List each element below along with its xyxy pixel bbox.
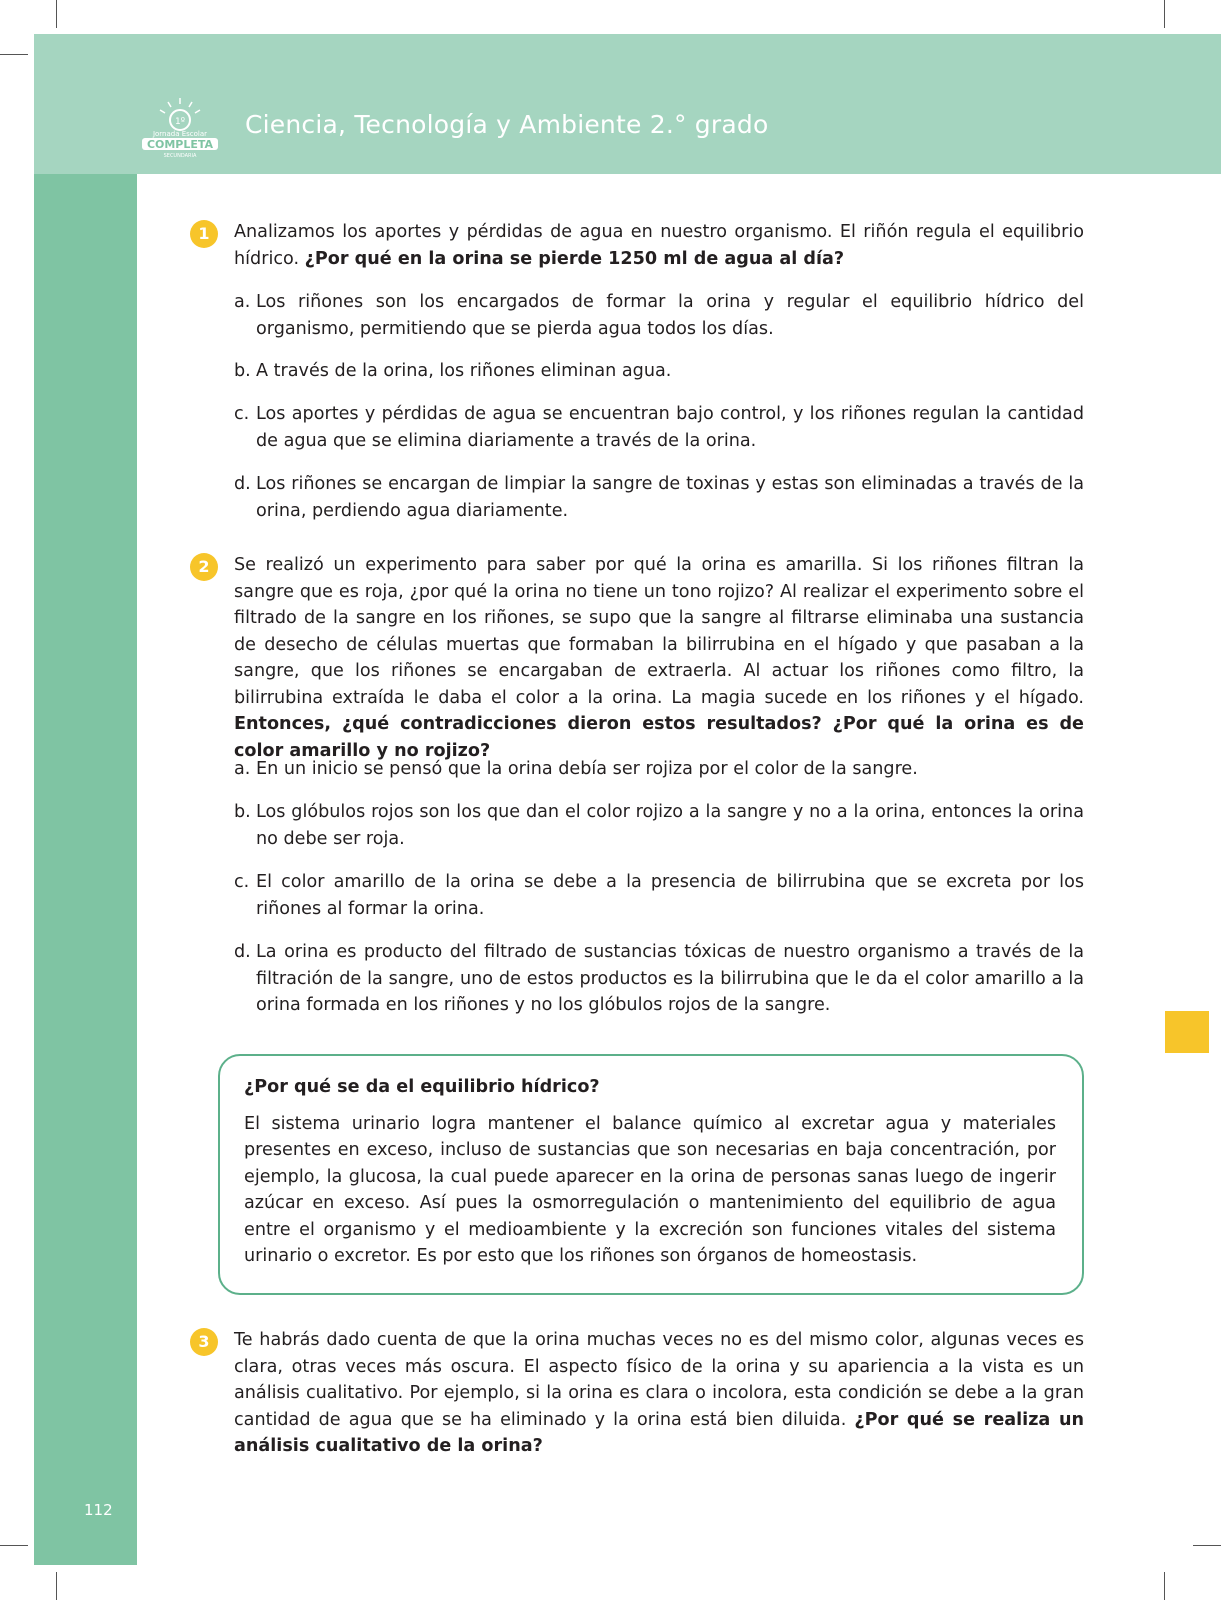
logo-badge: 1º xyxy=(175,117,185,127)
option-text: El color amarillo de la orina se debe a la presencia de bilirrubina que se excreta por los riñones al formar la orina. xyxy=(256,872,1084,919)
option-letter: c. xyxy=(234,404,250,424)
logo-top-text: Jornada Escolar xyxy=(152,130,208,138)
question-2-text: Se realizó un experimento para saber por qué la orina es amarilla. Si los riñones filtran la sangre que es roja, ¿por qué la orina no tiene un tono rojizo? Al realizar el experimento sobre el filtrado de la sangre en los riñones, se supo que la sangre al filtrarse eliminaba una sustancia de desecho de células muertas que formaban la bilirrubina en el hígado y que pasaban a la sangre, que los riñones se encargaban de extraerla. Al actuar los riñones como filtro, la bilirrubina extraída le daba el color a la orina. La magia sucede en los riñones y el hígado. xyxy=(234,555,1084,708)
question-1-option-d xyxy=(234,471,1084,524)
question-1-text: Analizamos los aportes y pérdidas de agua en nuestro organismo. El riñón regula el equilibrio hídrico. xyxy=(234,222,1084,269)
question-1-option-b xyxy=(234,358,1084,385)
question-2-option-b xyxy=(234,799,1084,852)
crop-mark xyxy=(56,0,57,28)
question-3 xyxy=(234,1327,1084,1460)
question-number-badge: 1 xyxy=(190,220,218,248)
option-text: Los aportes y pérdidas de agua se encuentran bajo control, y los riñones regulan la cantidad de agua que se elimina diariamente a través de la orina. xyxy=(256,404,1084,451)
option-letter: b. xyxy=(234,361,251,381)
question-2-option-a xyxy=(234,756,1084,783)
question-1-prompt: ¿Por qué en la orina se pierde 1250 ml de agua al día? xyxy=(304,248,845,269)
option-letter: c. xyxy=(234,872,250,892)
question-2-option-d xyxy=(234,939,1084,1019)
section-tab-marker xyxy=(1165,1011,1209,1053)
crop-mark xyxy=(56,1572,57,1600)
crop-mark xyxy=(1164,0,1165,28)
question-2 xyxy=(234,552,1084,764)
crop-mark xyxy=(1193,1545,1221,1546)
option-text: Los glóbulos rojos son los que dan el color rojizo a la sangre y no a la orina, entonces la orina no debe ser roja. xyxy=(256,802,1084,849)
question-1-option-a xyxy=(234,289,1084,342)
question-1-stem xyxy=(234,219,1084,272)
question-2-stem xyxy=(234,552,1084,764)
page-sidebar-band xyxy=(34,174,137,1565)
option-text: La orina es producto del filtrado de sustancias tóxicas de nuestro organismo a través de la filtración de la sangre, uno de estos productos es la bilirrubina que le da el color amarillo a la orina formada en los riñones y no los glóbulos rojos de la sangre. xyxy=(256,942,1084,1015)
crop-mark xyxy=(0,54,28,55)
logo-main-text: COMPLETA xyxy=(146,138,214,151)
option-text: Los riñones son los encargados de formar la orina y regular el equilibrio hídrico del organismo, permitiendo que se pierda agua todos los días. xyxy=(256,292,1084,339)
logo-bottom-text: SECUNDARIA xyxy=(163,153,197,158)
option-letter: b. xyxy=(234,802,251,822)
crop-mark xyxy=(0,1545,28,1546)
option-text: Los riñones se encargan de limpiar la sangre de toxinas y estas son eliminadas a través de la orina, perdiendo agua diariamente. xyxy=(256,474,1084,521)
question-2-option-c xyxy=(234,869,1084,922)
info-box-text: El sistema urinario logra mantener el balance químico al excretar agua y materiales presentes en exceso, incluso de sustancias que son necesarias en baja concentración, por ejemplo, la glucosa, la cual puede aparecer en la orina de personas sanas luego de ingerir azúcar en exceso. Así pues la osmorregulación o mantenimiento del equilibrio de agua entre el organismo y el medioambiente y la excreción son funciones vitales del sistema urinario o excretor. Es por esto que los riñones son órganos de homeostasis. xyxy=(244,1113,1056,1266)
page-number: 112 xyxy=(84,1501,113,1519)
crop-mark xyxy=(1164,1572,1165,1600)
option-letter: d. xyxy=(234,942,251,962)
option-letter: a. xyxy=(234,292,251,312)
question-3-text: Te habrás dado cuenta de que la orina muchas veces no es del mismo color, algunas veces es clara, otras veces más oscura. El aspecto físico de la orina y su apariencia a la vista es un análisis cualitativo. Por ejemplo, si la orina es clara o incolora, esta condición se debe a la gran cantidad de agua que se ha eliminado y la orina está bien diluida. xyxy=(234,1330,1084,1430)
question-number-badge: 3 xyxy=(190,1328,218,1356)
question-number-badge: 2 xyxy=(190,553,218,581)
question-1 xyxy=(234,219,1084,272)
question-2-prompt: Entonces, ¿qué contradicciones dieron estos resultados? ¿Por qué la orina es de color amarillo y no rojizo? xyxy=(234,714,1084,761)
page-header-title: Ciencia, Tecnología y Ambiente 2.° grado xyxy=(245,110,769,139)
option-letter: d. xyxy=(234,474,251,494)
jec-logo xyxy=(140,96,220,158)
info-box xyxy=(218,1054,1084,1295)
info-box-title: ¿Por qué se da el equilibrio hídrico? xyxy=(244,1077,600,1097)
option-text: A través de la orina, los riñones eliminan agua. xyxy=(256,361,672,381)
option-text: En un inicio se pensó que la orina debía ser rojiza por el color de la sangre. xyxy=(256,759,918,779)
option-letter: a. xyxy=(234,759,251,779)
question-3-prompt: ¿Por qué se realiza un análisis cualitativo de la orina? xyxy=(234,1409,1084,1456)
question-1-option-c xyxy=(234,401,1084,454)
question-3-stem xyxy=(234,1327,1084,1460)
